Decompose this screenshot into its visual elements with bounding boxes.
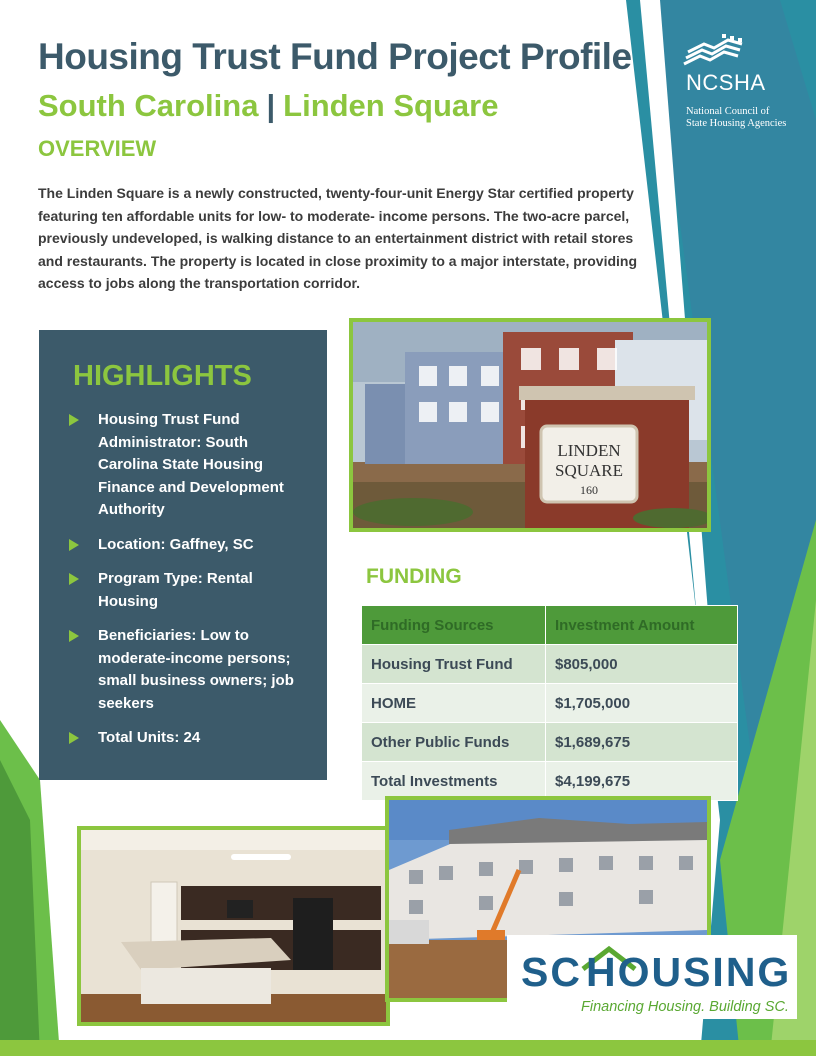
sc-housing-wordmark — [521, 949, 791, 996]
state-name: South Carolina — [38, 88, 259, 123]
highlight-text: Housing Trust Fund Administrator: South Carolina State Housing Finance and Development Authority — [98, 411, 284, 518]
bullet-arrow-icon — [69, 630, 79, 642]
project-name: Linden Square — [283, 88, 499, 123]
building-exterior-photo — [349, 318, 711, 532]
funding-amount-cell: $1,705,000 — [546, 684, 738, 723]
column-header-amount: Investment Amount — [546, 606, 738, 645]
funding-heading: FUNDING — [366, 565, 462, 588]
highlights-list — [73, 409, 327, 750]
bottom-green-strip — [0, 1040, 816, 1056]
sc-housing-tagline: Financing Housing. Building SC. — [581, 999, 789, 1015]
table-row — [362, 684, 738, 723]
funding-source-cell: Housing Trust Fund — [362, 645, 546, 684]
sign-line1: LINDEN — [557, 441, 621, 460]
building-illustration — [353, 322, 707, 528]
table-header-row — [362, 606, 738, 645]
sign-line2: SQUARE — [554, 461, 624, 480]
page-subtitle — [38, 88, 498, 124]
table-row — [362, 762, 738, 801]
funding-table — [361, 605, 738, 801]
funding-source-cell: Total Investments — [362, 762, 546, 801]
funding-source-cell: HOME — [362, 684, 546, 723]
ncsha-name-line1: National Council of — [686, 106, 770, 117]
highlight-item — [73, 534, 303, 557]
funding-amount-cell: $1,689,675 — [546, 723, 738, 762]
bullet-arrow-icon — [69, 414, 79, 426]
ncsha-acronym: NCSHA — [686, 70, 766, 95]
page-title: Housing Trust Fund Project Profile — [38, 36, 632, 77]
highlight-item — [73, 625, 303, 715]
table-row — [362, 645, 738, 684]
highlight-item — [73, 409, 303, 522]
funding-amount-cell: $4,199,675 — [546, 762, 738, 801]
bullet-arrow-icon — [69, 732, 79, 744]
highlights-panel — [39, 330, 327, 780]
flag-icon — [680, 34, 750, 70]
highlights-heading: HIGHLIGHTS — [73, 360, 252, 392]
kitchen-illustration — [81, 830, 386, 1022]
brand-sc: SC — [521, 949, 582, 995]
highlight-item — [73, 568, 303, 613]
column-header-sources: Funding Sources — [362, 606, 546, 645]
ncsha-logo — [680, 34, 805, 134]
funding-source-cell: Other Public Funds — [362, 723, 546, 762]
highlight-text: Location: Gaffney, SC — [98, 535, 254, 553]
table-row — [362, 723, 738, 762]
funding-amount-cell: $805,000 — [546, 645, 738, 684]
ncsha-name-line2: State Housing Agencies — [686, 118, 787, 129]
highlight-text: Beneficiaries: Low to moderate-income persons; small business owners; job seekers — [98, 627, 294, 712]
sign-number: 160 — [580, 483, 598, 497]
ncsha-full-name — [686, 106, 786, 130]
highlight-text: Total Units: 24 — [98, 729, 201, 746]
bullet-arrow-icon — [69, 573, 79, 585]
overview-heading: OVERVIEW — [38, 136, 157, 161]
overview-paragraph: The Linden Square is a newly constructed, twenty-four-unit Energy Star certified property featuring ten affordable units for low- to moderate- income persons. The two-acre parcel, previously undeveloped, is walking distance to an entertainment district with retail stores and restaurants. The property is located in close proximity to a major interstate, providing access to jobs along the transportation corridor. — [38, 185, 638, 291]
sc-housing-logo — [507, 935, 797, 1019]
brand-housing: HOUSING — [585, 949, 792, 995]
subtitle-separator: | — [266, 88, 276, 123]
kitchen-interior-photo — [77, 826, 390, 1026]
highlight-text: Program Type: Rental Housing — [98, 570, 253, 610]
highlight-item — [73, 727, 303, 750]
bullet-arrow-icon — [69, 539, 79, 551]
